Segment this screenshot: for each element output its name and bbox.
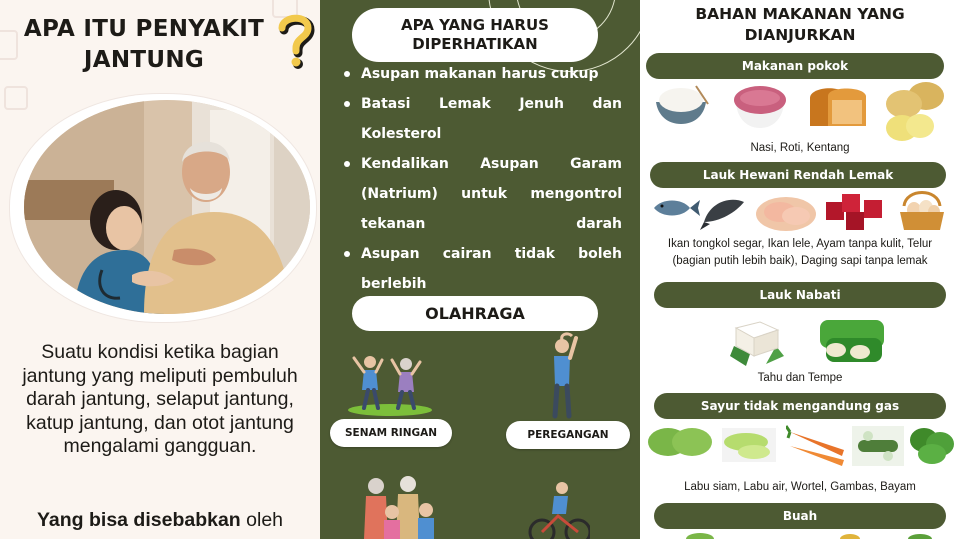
attention-heading: APA YANG HARUS DIPERHATIKAN (352, 8, 598, 62)
category-caption: Labu siam, Labu air, Wortel, Gambas, Bayam (684, 481, 916, 493)
fruit-icons (680, 530, 940, 539)
disease-description: Suatu kondisi ketika bagian jantung yang meliputi pembuluh darah jantung, selaput jantung, katup jantung, dan otot jantung mengalami gangguan. (22, 341, 298, 457)
category-bar: Makanan pokok (646, 53, 944, 79)
carrot-icon (786, 424, 848, 468)
category-bar: Sayur tidak mengandung gas (654, 393, 946, 419)
food-section-title: BAHAN MAKANAN YANG DIANJURKAN (695, 5, 905, 44)
elderly-couple-stretching-icon (346, 350, 432, 416)
category-bar: Lauk Hewani Rendah Lemak (650, 162, 946, 188)
cause-rest: oleh (240, 509, 284, 531)
decorative-square (4, 86, 28, 110)
cause-bold: Yang bisa disebabkan (36, 509, 241, 531)
tofu-icon (726, 316, 786, 368)
tip-item: Asupan makanan harus cukup (342, 59, 622, 89)
tip-item: Kendalikan Asupan Garam (Natrium) untuk mengontrol tekanan darah (342, 149, 622, 239)
category-bar: Buah (654, 503, 946, 529)
question-mark-icon (274, 10, 316, 72)
tuna-fish-icon (650, 194, 700, 222)
bottle-gourd-icon (720, 426, 778, 464)
beef-cubes-icon (822, 192, 888, 232)
category-bar: Lauk Nabati (654, 282, 946, 308)
doctor-examining-elderly-patient-photo (24, 100, 310, 314)
luffa-icon (852, 426, 904, 466)
exercise-heading: OLAHRAGA (352, 296, 598, 331)
cyclist-icon (528, 480, 590, 539)
chayote-icon (646, 424, 714, 458)
chicken-breast-icon (754, 194, 818, 234)
man-stretching-icon (542, 332, 582, 420)
tempeh-icon (816, 316, 888, 366)
tip-item: Asupan cairan tidak boleh berlebih (342, 239, 622, 299)
catfish-icon (700, 192, 748, 230)
cause-text (8, 508, 312, 533)
tip-item: Batasi Lemak Jenuh dan Kolesterol (342, 89, 622, 149)
exercise-label: SENAM RINGAN (330, 419, 452, 447)
exercise-label: PEREGANGAN (506, 421, 630, 449)
tips-list (342, 59, 622, 299)
potato-icon (882, 78, 946, 144)
egg-basket-icon (896, 188, 948, 232)
spinach-icon (906, 424, 958, 468)
page-title: APA ITU PENYAKIT JANTUNG (23, 16, 265, 73)
category-caption: Nasi, Roti, Kentang (750, 142, 850, 154)
category-caption: Tahu dan Tempe (757, 372, 843, 384)
elderly-family-icon (354, 472, 440, 539)
category-caption: Ikan tongkol segar, Ikan lele, Ayam tanpa kulit, Telur (bagian putih lebih baik), Daging sapi tanpa lemak (667, 238, 933, 267)
bread-icon (802, 80, 872, 130)
rice-grains-icon (730, 82, 790, 130)
rice-bowl-icon (652, 82, 710, 126)
